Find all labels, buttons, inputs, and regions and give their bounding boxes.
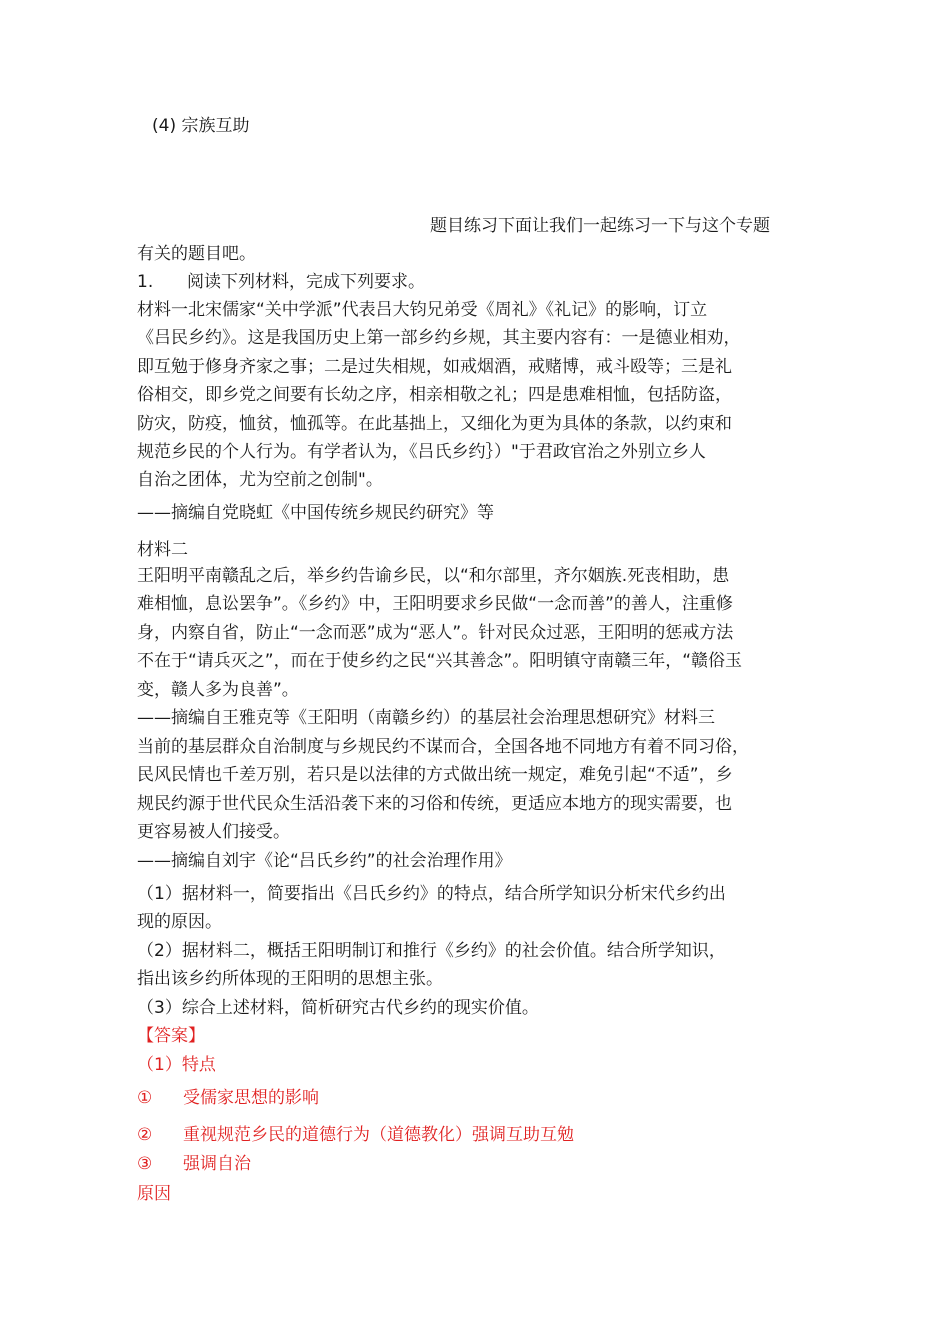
answer-item-text: 重视规范乡民的道德行为（道德教化）强调互助互勉: [183, 1125, 574, 1145]
answer-item-marker: ①: [137, 1088, 153, 1108]
material-3-line: 民风民情也千差万别，若只是以法律的方式做出统一规定，难免引起“不适”，乡: [137, 765, 733, 785]
material-1-line: 即互勉于修身齐家之事；二是过失相规，如戒烟酒，戒赌博，戒斗殴等；三是礼: [137, 357, 732, 377]
material-2-line: 王阳明平南赣乱之后，举乡约告谕乡民，以“和尔部里，齐尔姻族.死丧相助，患: [137, 566, 730, 586]
source-3: ——摘编自刘宇《论“吕氏乡约”的社会治理作用》: [137, 851, 512, 871]
answer-label: 【答案】: [137, 1026, 205, 1046]
material-2-line: 不在于“请兵灭之”，而在于使乡约之民“兴其善念”。阳明镇守南赣三年，“赣俗玉: [137, 651, 743, 671]
source-1: ——摘编自党晓虹《中国传统乡规民约研究》等: [137, 503, 494, 523]
material-1-line: 材料一北宋儒家“关中学派”代表吕大钧兄弟受《周礼》《礼记》的影响，订立: [137, 300, 708, 320]
section-heading: (4) 宗族互助: [152, 116, 250, 136]
task-line: 现的原因。: [137, 912, 222, 932]
material-1-line: 自治之团体，尤为空前之创制"。: [137, 470, 383, 490]
material-2-label: 材料二: [137, 540, 188, 560]
material-2-line: 难相恤，息讼罢争”。《乡约》中，王阳明要求乡民做“一念而善”的善人，注重修: [137, 594, 733, 614]
answer-item: [137, 1121, 827, 1149]
material-3-line: 更容易被人们接受。: [137, 822, 290, 842]
task-line: （3）综合上述材料，简析研究古代乡约的现实价值。: [137, 998, 539, 1018]
material-2-line: 变，赣人多为良善”。: [137, 680, 299, 700]
answer-reason-label: 原因: [137, 1184, 171, 1204]
intro-line-2: 有关的题目吧。: [137, 244, 256, 264]
task-line: （2）据材料二，概括王阳明制订和推行《乡约》的社会价值。结合所学知识，: [137, 941, 726, 961]
answer-item-marker: ③: [137, 1154, 153, 1174]
material-3-line: 当前的基层群众自治制度与乡规民约不谋而合，全国各地不同地方有着不同习俗，: [137, 737, 749, 757]
material-1-line: 《吕民乡约》。这是我国历史上第一部乡约乡规，其主要内容有：一是德业相劝，: [137, 328, 741, 348]
material-1-line: 规范乡民的个人行为。有学者认为，《吕氏乡约｝）"于君政官治之外别立乡人: [137, 442, 706, 462]
question-line: [137, 268, 827, 296]
intro-line-1: 题目练习下面让我们一起练习一下与这个专题: [430, 216, 770, 236]
source-2: ——摘编自王雅克等《王阳明（南赣乡约）的基层社会治理思想研究》材料三: [137, 708, 715, 728]
material-2-line: 身，内察自省，防止“一念而恶”成为“恶人”。针对民众过恶，王阳明的惩戒方法: [137, 623, 734, 643]
answer-item-text: 受儒家思想的影响: [183, 1088, 319, 1108]
question-prompt: 阅读下列材料，完成下列要求。: [187, 272, 425, 292]
answer-part-1: （1）特点: [137, 1055, 216, 1075]
material-1-line: 防灾，防疫，恤贫，恤孤等。在此基拙上，又细化为更为具体的条款，以约束和: [137, 414, 732, 434]
task-line: （1）据材料一，简要指出《吕氏乡约》的特点，结合所学知识分析宋代乡约出: [137, 884, 726, 904]
material-1-line: 俗相交，即乡党之间要有长幼之序，相亲相敬之礼；四是患难相恤，包括防盗，: [137, 385, 732, 405]
question-number: 1.: [137, 272, 154, 292]
answer-item-text: 强调自治: [183, 1154, 251, 1174]
answer-item: [137, 1150, 827, 1178]
answer-item-marker: ②: [137, 1125, 153, 1145]
task-line: 指出该乡约所体现的王阳明的思想主张。: [137, 969, 443, 989]
material-3-line: 规民约源于世代民众生活沿袭下来的习俗和传统，更适应本地方的现实需要，也: [137, 794, 732, 814]
answer-item: [137, 1084, 827, 1112]
